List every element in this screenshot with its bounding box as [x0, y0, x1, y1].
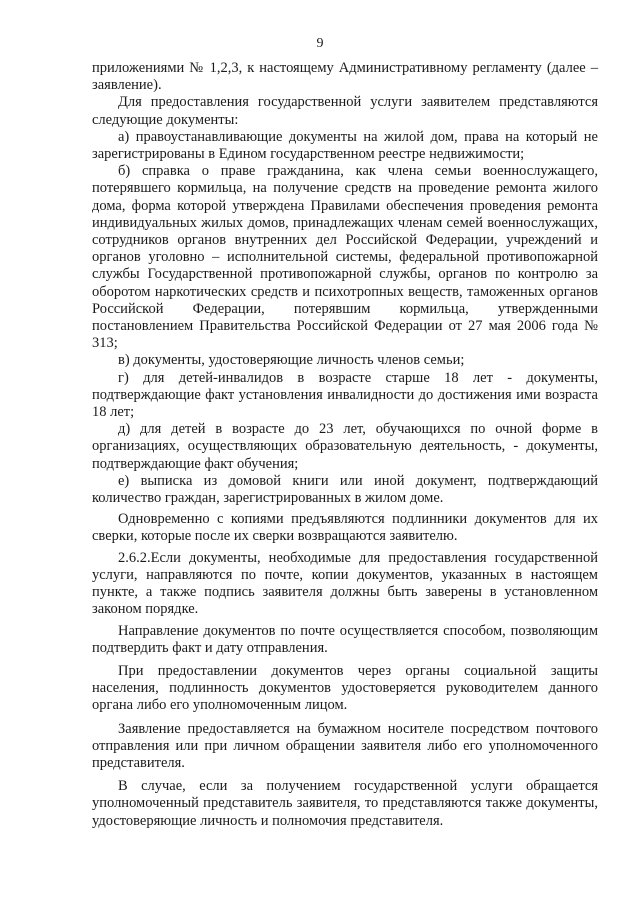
list-item-g: г) для детей-инвалидов в возрасте старше 18 лет - документы, подтверждающие факт установления инвалидности до достижения ими возраста 18 лет; — [92, 369, 598, 421]
paragraph-continuation: приложениями № 1,2,3, к настоящему Административному регламенту (далее – заявление). — [92, 60, 598, 94]
paragraph-application: Заявление предоставляется на бумажном носителе посредством почтового отправления или при личном обращении заявителя либо его уполномоченного представителя. — [92, 720, 598, 771]
list-item-d: д) для детей в возрасте до 23 лет, обучающихся по очной форме в организациях, осуществляющих образовательную деятельность, - документы, подтверждающие факт обучения; — [92, 421, 598, 472]
list-item-b: б) справка о праве гражданина, как члена семьи военнослужащего, потерявшего кормильца, на получение средств на проведение ремонта жилого дома, форма которой утверждена Правилами обеспечения проведения ремонта индивидуальных жилых домов, принадлежащих членам семей военнослужащих, сотрудников органов внутренних дел Российской Федерации, учреждений и органов уголовно – исполнительной системы, федеральной противопожарной службы Государственной противопожарной службы, органов по контролю за оборотом наркотических средств и психотропных веществ, таможенных органов Российской Федерации, потерявшим кормильца, утвержденными постановлением Правительства Российской Федерации от 27 мая 2006 года № 313; — [92, 163, 598, 352]
list-item-e: е) выписка из домовой книги или иной документ, подтверждающий количество граждан, зарегистрированных в жилом доме. — [92, 472, 598, 507]
paragraph-documents-intro: Для предоставления государственной услуги заявителем представляются следующие документы: — [92, 94, 598, 128]
paragraph-originals: Одновременно с копиями предъявляются подлинники документов для их сверки, которые после их сверки возвращаются заявителю. — [92, 511, 598, 545]
paragraph-2-6-2: 2.6.2.Если документы, необходимые для предоставления государственной услуги, направляются по почте, копии документов, указанных в настоящем пункте, а также подпись заявителя должны быть заверены в установленном законом порядке. — [92, 549, 598, 618]
document-body — [92, 60, 598, 830]
list-item-v: в) документы, удостоверяющие личность членов семьи; — [118, 352, 465, 369]
paragraph-social-protection: При предоставлении документов через органы социальной защиты населения, подлинность документов удостоверяется руководителем данного органа либо его уполномоченным лицом. — [92, 662, 598, 714]
page-number: 9 — [316, 36, 324, 51]
paragraph-representative: В случае, если за получением государственной услуги обращается уполномоченный представитель заявителя, то представляются также документы, удостоверяющие личность и полномочия представителя. — [92, 778, 598, 829]
paragraph-mail: Направление документов по почте осуществляется способом, позволяющим подтвердить факт и дату отправления. — [92, 622, 598, 656]
list-item-a: а) правоустанавливающие документы на жилой дом, права на который не зарегистрированы в Едином государственном реестре недвижимости; — [92, 128, 598, 163]
